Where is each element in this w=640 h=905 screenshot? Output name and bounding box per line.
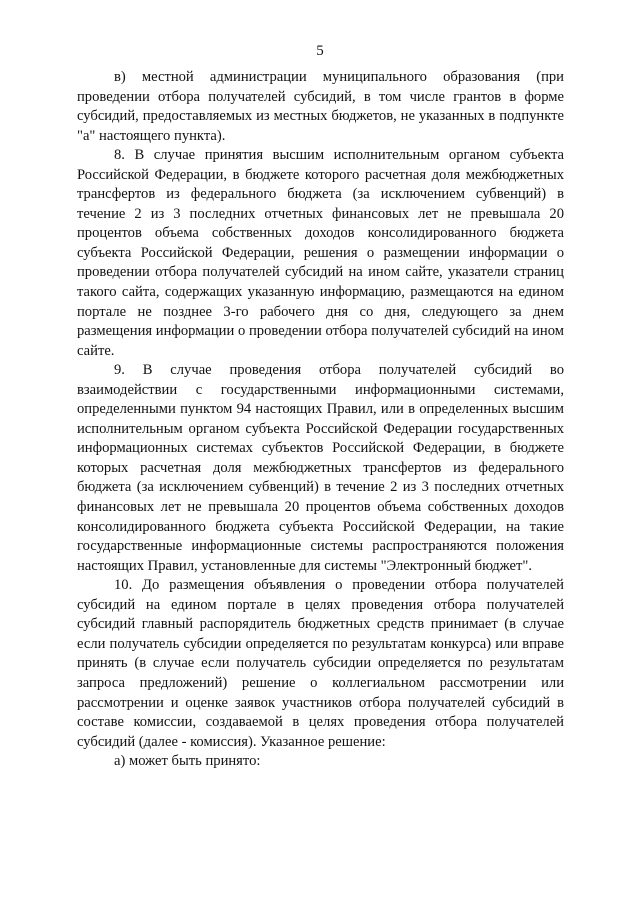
page-number: 5 <box>316 43 324 59</box>
paragraph-subitem-v: в) местной администрации муниципального образования (при проведении отбора получателей субсидий, в том числе грантов в форме субсидий, предоставляемых из местных бюджетов, не указанных в подпункте "а" настоящего пункта). <box>77 69 564 144</box>
paragraph-item-8: 8. В случае принятия высшим исполнительным органом субъекта Российской Федерации, в бюджете которого расчетная доля межбюджетных трансфертов из федерального бюджета (за исключением субвенций) в течение 2 из 3 последних отчетных финансовых лет не превышала 20 процентов объема собственных доходов консолидированного бюджета субъекта Российской Федерации, решения о размещении информации о проведении отбора получателей субсидий на ином сайте, указатели страниц такого сайта, содержащих указанную информацию, размещаются на едином портале не позднее 3-го рабочего дня со дня, следующего за днем размещения информации о проведении отбора получателей субсидий на ином сайте. <box>77 147 564 359</box>
paragraph-item-9: 9. В случае проведения отбора получателей субсидий во взаимодействии с государственными информационными системами, определенными пунктом 94 настоящих Правил, или в определенных высшим исполнительным органом субъекта Российской Федерации государственных информационных системах субъектов Российской Федерации, в бюджете которых расчетная доля межбюджетных трансфертов из федерального бюджета (за исключением субвенций) в течение 2 из 3 последних отчетных финансовых лет не превышала 20 процентов объема собственных доходов консолидированного бюджета субъекта Российской Федерации, на такие государственные информационные системы распространяются положения настоящих Правил, установленные для системы "Электронный бюджет". <box>77 362 564 574</box>
document-body <box>77 68 564 772</box>
paragraph-item-10: 10. До размещения объявления о проведении отбора получателей субсидий на едином портале в целях проведения отбора получателей субсидий главный распорядитель бюджетных средств принимает (в случае если получатель субсидии определяется по результатам конкурса) или вправе принять (в случае если получатель субсидии определяется по результатам запроса предложений) решение о коллегиальном рассмотрении или рассмотрении и оценке заявок участников отбора получателей субсидий в составе комиссии, создаваемой в целях проведения отбора получателей субсидий (далее - комиссия). Указанное решение: <box>77 577 564 750</box>
paragraph-subitem-a: а) может быть принято: <box>114 753 261 770</box>
